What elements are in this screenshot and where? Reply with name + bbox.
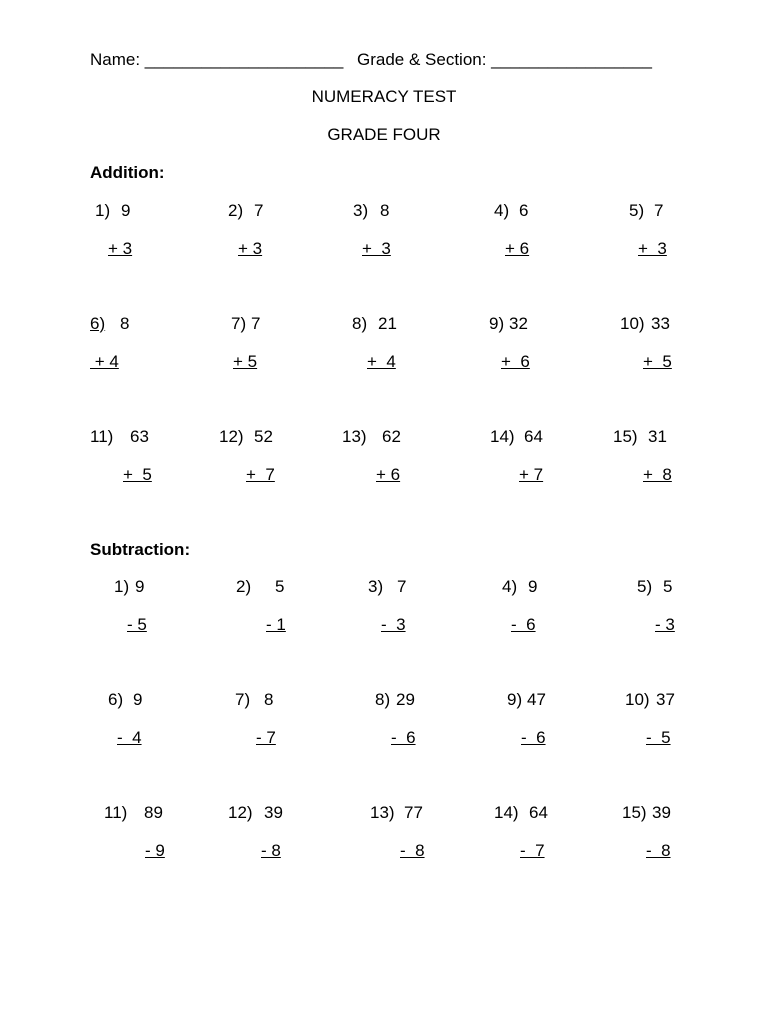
addition-bottom-operand: + 4	[90, 352, 119, 371]
subtraction-bottom-operand: - 3	[381, 615, 406, 634]
subtraction-top-number: 5	[663, 577, 673, 596]
addition-top-number: 63	[130, 427, 149, 446]
subtraction-problem-number: 2)	[236, 577, 252, 596]
subtraction-problem-number: 10)	[625, 690, 650, 709]
addition-top-number: 52	[254, 427, 273, 446]
addition-top-number: 32	[509, 314, 528, 333]
addition-top-number: 7	[654, 201, 664, 220]
addition-bottom-operand: + 6	[501, 352, 530, 371]
subtraction-top-number: 39	[652, 803, 671, 822]
addition-problem-number: 12)	[219, 427, 244, 446]
addition-bottom-operand: + 5	[233, 352, 258, 371]
subtraction-top-number: 89	[144, 803, 163, 822]
subtraction-bottom-operand: - 9	[145, 841, 165, 860]
addition-problem-number: 1)	[95, 201, 111, 220]
grade-section-field-label: Grade & Section: _________________	[357, 50, 652, 69]
subtraction-bottom-operand: - 1	[266, 615, 286, 634]
subtraction-problem-number: 13)	[370, 803, 395, 822]
addition-bottom-operand: + 3	[638, 239, 667, 258]
addition-top-number: 8	[120, 314, 130, 333]
addition-problem-number: 7)	[231, 314, 247, 333]
subtraction-problem-number: 12)	[228, 803, 253, 822]
addition-bottom-operand: + 6	[376, 465, 401, 484]
addition-bottom-operand: + 8	[643, 465, 672, 484]
addition-problem-number: 5)	[629, 201, 645, 220]
addition-problem-number: 6)	[90, 314, 106, 333]
subtraction-bottom-operand: - 6	[521, 728, 546, 747]
subtraction-problem-number: 9)	[507, 690, 523, 709]
addition-top-number: 9	[121, 201, 131, 220]
subtraction-problem-number: 1)	[114, 577, 130, 596]
subtraction-bottom-operand: - 5	[127, 615, 147, 634]
addition-problem-number: 3)	[353, 201, 369, 220]
subtraction-bottom-operand: - 6	[391, 728, 416, 747]
subtraction-bottom-operand: - 5	[646, 728, 671, 747]
subtraction-top-number: 47	[527, 690, 546, 709]
addition-problem-number: 14)	[490, 427, 515, 446]
subtraction-top-number: 64	[529, 803, 548, 822]
subtraction-problem-number: 6)	[108, 690, 124, 709]
addition-problem-number: 9)	[489, 314, 505, 333]
page-title: NUMERACY TEST	[311, 87, 457, 106]
addition-top-number: 8	[380, 201, 390, 220]
addition-bottom-operand: + 7	[246, 465, 275, 484]
addition-top-number: 64	[524, 427, 543, 446]
subtraction-heading: Subtraction:	[90, 540, 191, 559]
addition-problem-number: 15)	[613, 427, 638, 446]
subtraction-top-number: 7	[397, 577, 407, 596]
subtraction-top-number: 37	[656, 690, 675, 709]
addition-heading: Addition:	[90, 163, 165, 182]
addition-bottom-operand: + 3	[362, 239, 391, 258]
subtraction-problem-number: 14)	[494, 803, 519, 822]
addition-bottom-operand: + 5	[643, 352, 672, 371]
name-field-label: Name: _____________________	[90, 50, 344, 69]
subtraction-bottom-operand: - 8	[646, 841, 671, 860]
addition-bottom-operand: + 3	[238, 239, 263, 258]
subtraction-problem-number: 15)	[622, 803, 647, 822]
subtraction-bottom-operand: - 7	[256, 728, 276, 747]
subtraction-top-number: 8	[264, 690, 274, 709]
addition-problem-number: 8)	[352, 314, 368, 333]
addition-top-number: 21	[378, 314, 397, 333]
subtraction-problem-number: 7)	[235, 690, 251, 709]
subtraction-top-number: 29	[396, 690, 415, 709]
addition-top-number: 7	[254, 201, 264, 220]
subtraction-bottom-operand: - 3	[655, 615, 675, 634]
addition-bottom-operand: + 7	[519, 465, 544, 484]
subtraction-bottom-operand: - 8	[400, 841, 425, 860]
subtraction-top-number: 9	[135, 577, 145, 596]
addition-top-number: 7	[251, 314, 261, 333]
addition-top-number: 31	[648, 427, 667, 446]
addition-bottom-operand: + 5	[123, 465, 152, 484]
subtraction-top-number: 9	[528, 577, 538, 596]
subtraction-top-number: 9	[133, 690, 143, 709]
subtraction-top-number: 5	[275, 577, 285, 596]
addition-problem-number: 11)	[90, 427, 114, 446]
subtraction-problem-number: 4)	[502, 577, 518, 596]
subtraction-problem-number: 5)	[637, 577, 653, 596]
addition-problem-number: 13)	[342, 427, 367, 446]
addition-top-number: 33	[651, 314, 670, 333]
subtraction-bottom-operand: - 4	[117, 728, 142, 747]
addition-top-number: 62	[382, 427, 401, 446]
addition-problem-number: 10)	[620, 314, 645, 333]
addition-bottom-operand: + 3	[108, 239, 133, 258]
addition-problem-number: 2)	[228, 201, 244, 220]
subtraction-bottom-operand: - 6	[511, 615, 536, 634]
addition-bottom-operand: + 4	[367, 352, 396, 371]
subtraction-top-number: 39	[264, 803, 283, 822]
addition-problem-number: 4)	[494, 201, 510, 220]
addition-bottom-operand: + 6	[505, 239, 530, 258]
page-subtitle: GRADE FOUR	[327, 125, 441, 144]
addition-top-number: 6	[519, 201, 529, 220]
subtraction-problem-number: 3)	[368, 577, 384, 596]
subtraction-bottom-operand: - 7	[520, 841, 545, 860]
subtraction-problem-number: 11)	[104, 803, 128, 822]
subtraction-bottom-operand: - 8	[261, 841, 281, 860]
subtraction-problem-number: 8)	[375, 690, 391, 709]
subtraction-top-number: 77	[404, 803, 423, 822]
